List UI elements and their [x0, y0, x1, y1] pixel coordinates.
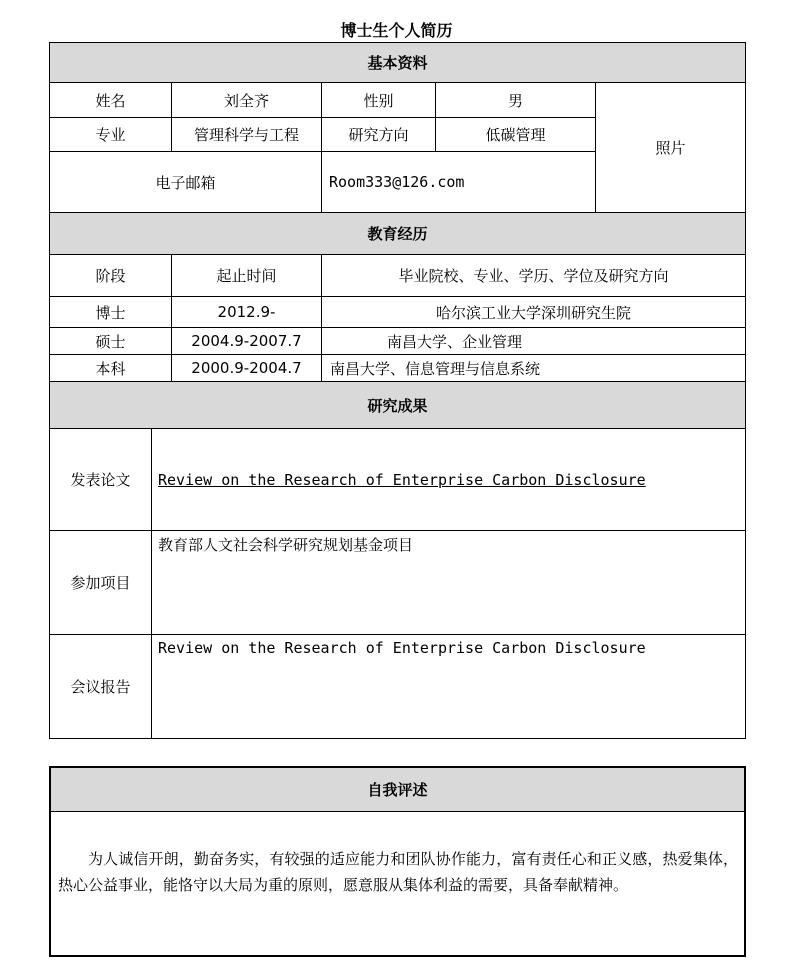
self-eval-text: 为人诚信开朗，勤奋务实，有较强的适应能力和团队协作能力，富有责任心和正义感，热爱集体，热心公益事业，能恪守以大局为重的原则，愿意服从集体利益的需要，具备奉献精神。	[58, 850, 738, 894]
self-eval-header: 自我评述	[51, 768, 744, 811]
name-value: 刘全齐	[223, 91, 269, 110]
papers-value: Review on the Research of Enterprise Carbon Disclosure	[158, 470, 646, 489]
projects-value: 教育部人文社会科学研究规划基金项目	[158, 535, 414, 554]
edu-col-detail: 毕业院校、专业、学历、学位及研究方向	[398, 267, 669, 285]
edu-row-period: 2012.9-	[217, 303, 276, 321]
edu-row-detail: 南昌大学、信息管理与信息系统	[330, 359, 541, 378]
papers-label: 发表论文	[70, 471, 131, 489]
edu-row-stage: 硕士	[95, 332, 126, 351]
basic-info-header: 基本资料	[50, 43, 745, 82]
major-value: 管理科学与工程	[193, 126, 299, 144]
page-title: 博士生个人简历	[340, 21, 453, 40]
education-header: 教育经历	[50, 213, 745, 254]
edu-row-period: 2000.9-2004.7	[191, 359, 302, 377]
projects-label: 参加项目	[70, 574, 131, 592]
edu-col-stage: 阶段	[95, 267, 126, 285]
edu-row-stage: 本科	[95, 359, 126, 378]
photo-placeholder: 照片	[655, 139, 686, 157]
email-label: 电子邮箱	[155, 173, 216, 192]
gender-label: 性别	[363, 91, 394, 110]
direction-label: 研究方向	[348, 126, 409, 144]
direction-value: 低碳管理	[485, 126, 546, 144]
conference-value: Review on the Research of Enterprise Carbon Disclosure	[158, 639, 646, 657]
name-label: 姓名	[95, 91, 126, 110]
edu-row-detail: 南昌大学、企业管理	[387, 332, 523, 351]
email-value: Room333@126.com	[329, 173, 465, 191]
research-header: 研究成果	[50, 382, 745, 428]
edu-row-stage: 博士	[95, 303, 126, 322]
edu-row-detail: 哈尔滨工业大学深圳研究生院	[435, 303, 631, 322]
gender-value: 男	[507, 91, 523, 110]
conference-label: 会议报告	[70, 678, 131, 696]
major-label: 专业	[95, 126, 126, 144]
edu-row-period: 2004.9-2007.7	[191, 332, 302, 350]
edu-col-period: 起止时间	[216, 267, 277, 285]
